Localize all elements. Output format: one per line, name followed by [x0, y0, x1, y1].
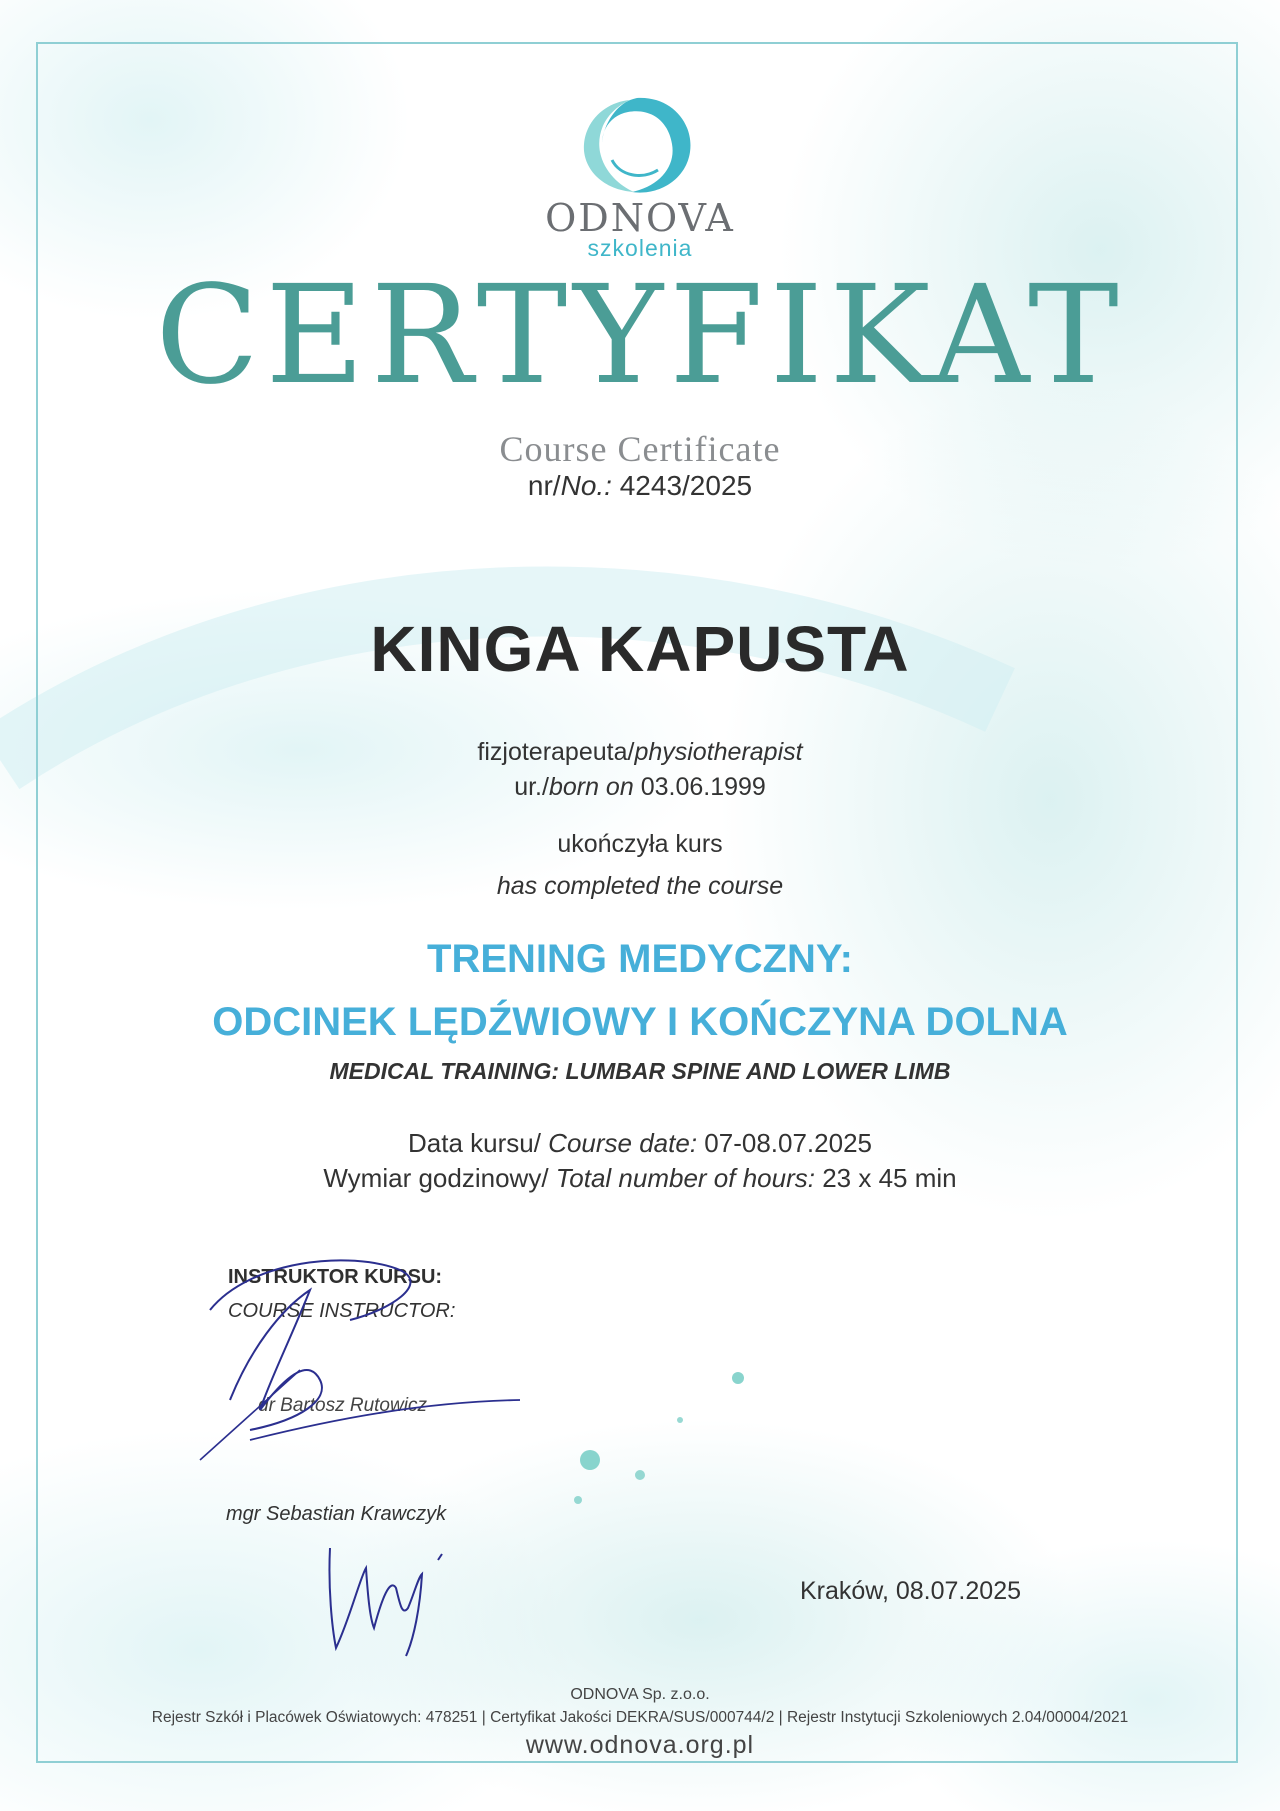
recipient-profession	[0, 738, 1280, 767]
number-value: 4243/2025	[619, 470, 753, 501]
certificate-number	[0, 470, 1280, 502]
instructor-label-en: COURSE INSTRUCTOR:	[228, 1300, 456, 1322]
course-date-label-pl: Data kursu/	[407, 1128, 541, 1158]
profession-en: physiotherapist	[634, 738, 803, 766]
course-hours	[0, 1163, 1280, 1194]
number-prefix-pl: nr/	[527, 470, 561, 501]
course-hours-label-en: Total number of hours:	[555, 1163, 815, 1193]
footer-registries: Rejestr Szkół i Placówek Oświatowych: 478251 | Certyfikat Jakości DEKRA/SUS/000744/2 | Rejestr Instytucji Szkoleniowych 2.04/00004/2021	[151, 1709, 1129, 1726]
recipient-name: KINGA KAPUSTA	[370, 613, 910, 685]
course-title-line2: ODCINEK LĘDŹWIOWY I KOŃCZYNA DOLNA	[212, 1000, 1068, 1044]
course-title-line1: TRENING MEDYCZNY:	[427, 937, 853, 981]
course-hours-value: 23 x 45 min	[822, 1163, 957, 1193]
footer-company: ODNOVA Sp. z.o.o.	[570, 1686, 710, 1703]
logo-wordmark: ODNOVA	[545, 196, 735, 240]
issue-place-date: Kraków, 08.07.2025	[800, 1577, 1021, 1605]
instructor-label-pl: INSTRUKTOR KURSU:	[228, 1266, 443, 1288]
certificate-subtitle: Course Certificate	[499, 429, 781, 469]
odnova-swirl-icon	[572, 90, 702, 200]
certificate-title: CERTYFIKAT	[155, 257, 1125, 415]
signature-1	[190, 1250, 550, 1480]
completion-text-en: has completed the course	[496, 872, 784, 900]
instructor-name-2: mgr Sebastian Krawczyk	[226, 1503, 447, 1525]
born-pl: ur./	[514, 773, 549, 801]
footer-website-link[interactable]: www.odnova.org.pl	[525, 1731, 755, 1759]
profession-pl: fizjoterapeuta/	[477, 738, 635, 766]
recipient-birthdate	[0, 773, 1280, 802]
course-hours-label-pl: Wymiar godzinowy/	[323, 1163, 549, 1193]
born-en: born on	[548, 773, 634, 801]
logo-subtitle: szkolenia	[587, 235, 693, 261]
instructor-name-1: dr Bartosz Rutowicz	[258, 1395, 427, 1416]
course-title-en: MEDICAL TRAINING: LUMBAR SPINE AND LOWER LIMB	[329, 1058, 951, 1084]
course-date-label-en: Course date:	[548, 1128, 698, 1158]
course-date-value: 07-08.07.2025	[704, 1128, 872, 1158]
signature-2	[310, 1538, 490, 1658]
completion-text-pl: ukończyła kurs	[557, 830, 723, 858]
born-date: 03.06.1999	[640, 773, 766, 801]
course-date	[0, 1128, 1280, 1159]
number-prefix-en: No.:	[560, 470, 612, 501]
